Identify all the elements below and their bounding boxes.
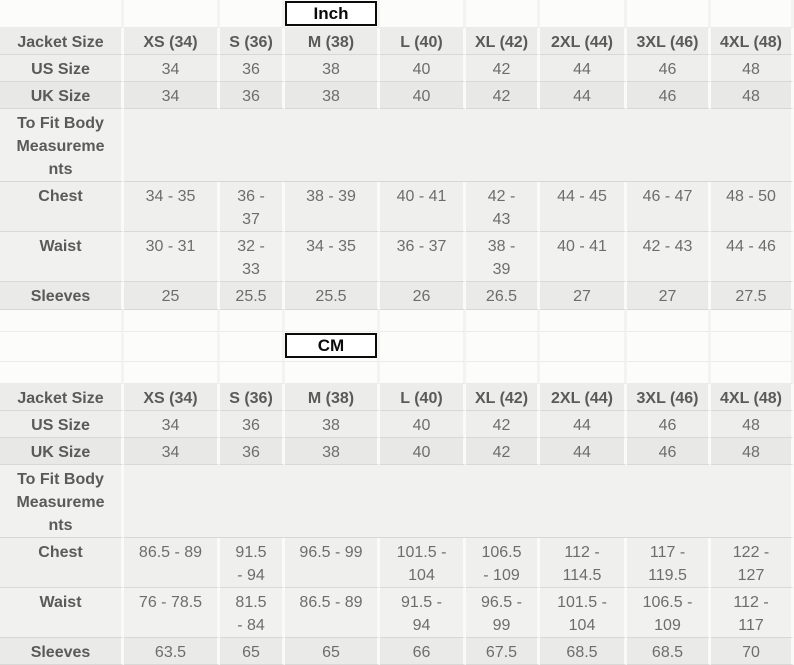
row-label: US Size [0, 411, 124, 438]
column-header: XS (34) [124, 28, 220, 55]
size-value-cell: 48 [711, 55, 794, 82]
spacer-cell [124, 310, 220, 332]
inch-sleeves-row [0, 282, 794, 310]
size-value-cell: 34 [124, 411, 220, 438]
size-value-cell: 81.5 - 84 [220, 588, 285, 638]
column-header: 4XL (48) [711, 28, 794, 55]
size-value-cell: 70 [711, 638, 794, 665]
size-value-cell: 42 - 43 [627, 232, 711, 282]
size-value-cell: 40 [380, 55, 466, 82]
cm-us-size-row [0, 411, 794, 438]
spacer-cell [627, 0, 711, 28]
size-value-cell: 44 [540, 82, 627, 109]
size-value-cell: 25.5 [285, 282, 380, 310]
spacer-cell [0, 362, 124, 384]
spacer-cell [540, 310, 627, 332]
size-value-cell: 42 [466, 438, 540, 465]
size-value-cell: 122 - 127 [711, 538, 794, 588]
column-header: 3XL (46) [627, 28, 711, 55]
column-header: S (36) [220, 384, 285, 411]
spacer-cell [0, 0, 124, 28]
inch-chest-row [0, 182, 794, 232]
column-header: 4XL (48) [711, 384, 794, 411]
row-label: To Fit Body Measurements [0, 465, 124, 538]
size-value-cell: 91.5 - 94 [380, 588, 466, 638]
size-value-cell: 38 - 39 [466, 232, 540, 282]
inch-us-size-row [0, 55, 794, 82]
row-label: UK Size [0, 82, 124, 109]
size-value-cell: 66 [380, 638, 466, 665]
size-value-cell: 68.5 [540, 638, 627, 665]
column-header: L (40) [380, 28, 466, 55]
size-value-cell: 44 [540, 438, 627, 465]
size-value-cell: 38 [285, 411, 380, 438]
size-value-cell: 46 [627, 82, 711, 109]
size-value-cell: 38 - 39 [285, 182, 380, 232]
size-value-cell: 117 - 119.5 [627, 538, 711, 588]
size-value-cell: 40 [380, 82, 466, 109]
size-value-cell: 101.5 - 104 [540, 588, 627, 638]
column-header: 2XL (44) [540, 28, 627, 55]
size-value-cell: 63.5 [124, 638, 220, 665]
spacer-cell [380, 362, 466, 384]
size-value-cell: 96.5 - 99 [466, 588, 540, 638]
inch-waist-row [0, 232, 794, 282]
size-value-cell: 46 [627, 55, 711, 82]
size-value-cell: 40 - 41 [380, 182, 466, 232]
size-value-cell: 86.5 - 89 [124, 538, 220, 588]
size-value-cell: 42 [466, 411, 540, 438]
size-value-cell: 76 - 78.5 [124, 588, 220, 638]
cm-unit-row [0, 332, 794, 362]
spacer-cell [711, 332, 794, 362]
size-value-cell: 40 [380, 411, 466, 438]
size-value-cell: 36 - 37 [220, 182, 285, 232]
unit-box-inch: Inch [285, 1, 377, 26]
size-value-cell: 86.5 - 89 [285, 588, 380, 638]
spacer-row [0, 310, 794, 332]
column-header: XL (42) [466, 384, 540, 411]
size-value-cell: 91.5 - 94 [220, 538, 285, 588]
spacer-cell [711, 362, 794, 384]
row-label: Sleeves [0, 638, 124, 665]
inch-to-fit-row [0, 109, 794, 182]
column-header: XS (34) [124, 384, 220, 411]
row-label: Chest [0, 182, 124, 232]
size-value-cell: 38 [285, 438, 380, 465]
size-value-cell: 36 [220, 411, 285, 438]
unit-box-cm: CM [285, 333, 377, 358]
size-value-cell: 42 [466, 55, 540, 82]
column-header: M (38) [285, 384, 380, 411]
spacer-cell [466, 362, 540, 384]
cm-waist-row [0, 588, 794, 638]
row-label: Chest [0, 538, 124, 588]
size-value-cell: 44 [540, 411, 627, 438]
column-header: Jacket Size [0, 28, 124, 55]
size-value-cell: 27.5 [711, 282, 794, 310]
spacer-cell [124, 0, 220, 28]
size-value-cell: 68.5 [627, 638, 711, 665]
inch-header-row [0, 28, 794, 55]
size-value-cell: 65 [220, 638, 285, 665]
size-value-cell: 34 [124, 55, 220, 82]
size-value-cell: 48 - 50 [711, 182, 794, 232]
size-value-cell: 34 - 35 [285, 232, 380, 282]
size-value-cell: 44 [540, 55, 627, 82]
spacer-cell [285, 362, 380, 384]
unit-cell [285, 0, 380, 28]
spacer-cell [285, 310, 380, 332]
cm-chest-row [0, 538, 794, 588]
spacer-cell [627, 332, 711, 362]
size-value-cell: 34 - 35 [124, 182, 220, 232]
size-value-cell: 26 [380, 282, 466, 310]
size-value-cell: 46 [627, 411, 711, 438]
spacer-cell [627, 310, 711, 332]
inch-uk-size-row [0, 82, 794, 109]
size-value-cell: 40 [380, 438, 466, 465]
size-value-cell: 48 [711, 82, 794, 109]
row-label: Waist [0, 232, 124, 282]
spacer-cell [0, 310, 124, 332]
size-value-cell: 106.5 - 109 [627, 588, 711, 638]
size-value-cell: 44 - 46 [711, 232, 794, 282]
column-header: XL (42) [466, 28, 540, 55]
spacer-cell [124, 332, 220, 362]
spacer-cell [220, 362, 285, 384]
spacer-cell [380, 310, 466, 332]
size-value-cell: 48 [711, 438, 794, 465]
size-value-cell: 26.5 [466, 282, 540, 310]
spacer-cell [466, 310, 540, 332]
column-header: L (40) [380, 384, 466, 411]
size-value-cell: 112 - 117 [711, 588, 794, 638]
size-value-cell: 30 - 31 [124, 232, 220, 282]
size-value-cell: 25 [124, 282, 220, 310]
size-value-cell: 46 - 47 [627, 182, 711, 232]
spacer-row [0, 362, 794, 384]
column-header: 2XL (44) [540, 384, 627, 411]
size-value-cell: 27 [540, 282, 627, 310]
inch-unit-row [0, 0, 794, 28]
cm-header-row [0, 384, 794, 411]
to-fit-empty-cell [124, 109, 794, 182]
row-label: To Fit Body Measurements [0, 109, 124, 182]
row-label: US Size [0, 55, 124, 82]
cm-sleeves-row [0, 638, 794, 665]
unit-cell [285, 332, 380, 362]
size-value-cell: 67.5 [466, 638, 540, 665]
size-value-cell: 27 [627, 282, 711, 310]
size-value-cell: 106.5 - 109 [466, 538, 540, 588]
spacer-cell [380, 0, 466, 28]
to-fit-empty-cell [124, 465, 794, 538]
size-value-cell: 38 [285, 55, 380, 82]
spacer-cell [0, 332, 124, 362]
cm-uk-size-row [0, 438, 794, 465]
size-value-cell: 65 [285, 638, 380, 665]
spacer-cell [220, 332, 285, 362]
size-value-cell: 25.5 [220, 282, 285, 310]
size-value-cell: 42 - 43 [466, 182, 540, 232]
spacer-cell [540, 0, 627, 28]
spacer-cell [540, 362, 627, 384]
column-header: M (38) [285, 28, 380, 55]
size-value-cell: 112 - 114.5 [540, 538, 627, 588]
size-value-cell: 36 [220, 438, 285, 465]
row-label: Waist [0, 588, 124, 638]
spacer-cell [711, 0, 794, 28]
size-value-cell: 34 [124, 82, 220, 109]
size-value-cell: 36 [220, 82, 285, 109]
spacer-cell [466, 0, 540, 28]
size-value-cell: 36 - 37 [380, 232, 466, 282]
column-header: 3XL (46) [627, 384, 711, 411]
cm-to-fit-row [0, 465, 794, 538]
spacer-cell [627, 362, 711, 384]
size-value-cell: 46 [627, 438, 711, 465]
spacer-cell [220, 0, 285, 28]
size-value-cell: 34 [124, 438, 220, 465]
size-value-cell: 101.5 - 104 [380, 538, 466, 588]
column-header: Jacket Size [0, 384, 124, 411]
row-label: Sleeves [0, 282, 124, 310]
size-value-cell: 38 [285, 82, 380, 109]
row-label: UK Size [0, 438, 124, 465]
size-value-cell: 40 - 41 [540, 232, 627, 282]
size-value-cell: 32 - 33 [220, 232, 285, 282]
spacer-cell [540, 332, 627, 362]
spacer-cell [466, 332, 540, 362]
column-header: S (36) [220, 28, 285, 55]
size-value-cell: 96.5 - 99 [285, 538, 380, 588]
size-value-cell: 44 - 45 [540, 182, 627, 232]
spacer-cell [220, 310, 285, 332]
size-value-cell: 48 [711, 411, 794, 438]
spacer-cell [711, 310, 794, 332]
size-value-cell: 36 [220, 55, 285, 82]
spacer-cell [380, 332, 466, 362]
size-value-cell: 42 [466, 82, 540, 109]
spacer-cell [124, 362, 220, 384]
